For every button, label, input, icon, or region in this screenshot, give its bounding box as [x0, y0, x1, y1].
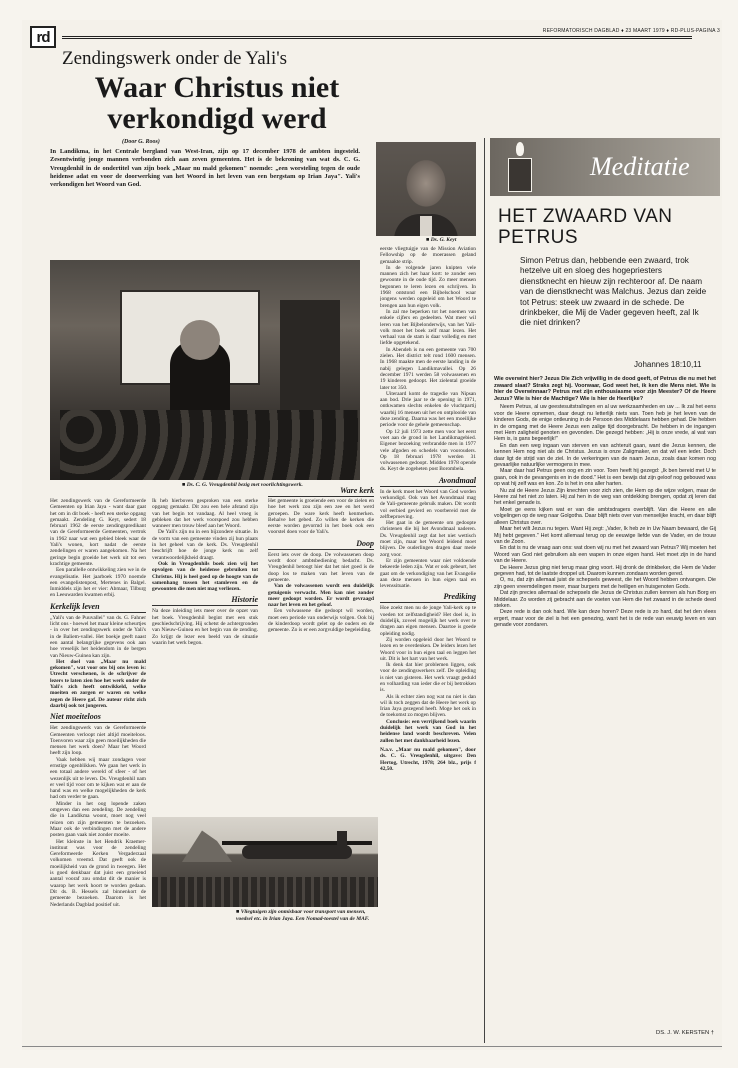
subhead-historie: Historie — [152, 595, 258, 606]
column-separator — [484, 138, 485, 1043]
col2-paragraph-10: Ik heb hierboven gesproken van een sterke opgang gemaakt. Dit zou een hele afstand zijn van het begin tot vandaag. Al heel vroeg is gebleken dat het werk voorspoed zou hebben wanneer men trouw bleef aan het Woord. — [152, 498, 258, 530]
portrait-photo — [376, 142, 476, 236]
meditatie-paragraph-9: O, nu, dat zijn allemaal juist de schepsels geweest, die het Woord hebben ontvangen. Die zijn geen vreemdelingen meer, maar burgers met de heiligen en huisgenoten Gods. — [494, 577, 716, 590]
col3-paragraph-5: Het gaat in de gemeente om gedoopte christenen die bij het Avondmaal naderen. Ds. Vreugdenhil zegt dat het niet wettisch moet zijn, maar het Woord leidend moet blijven. De ouderlingen dragen daar mede zorg voor. — [380, 520, 476, 558]
col1-paragraph-1: Het zendingswerk van de Gereformeerde Gemeenten op Irian Jaya - want daar gaat het om in dit boek - heeft een sterke opgang gemaakt. Zendeling G. Keyt, sedert 18 februari 1962 de eerste zendingspredikant van de Gereformeerde Gemeenten, vertrok in 1962 naar wat een gebied bleek waar de Yali's wonen, kort nadat de eerste zendelingen er waren aangekomen. Na het geringe begin groeide het werk uit tot een krachtige gemeente. — [50, 498, 146, 567]
scripture-quote: Simon Petrus dan, hebbende een zwaard, trok hetzelve uit en sloeg des hogepriesters dienstknecht en hieuw zijn rechteroor af. De naam van de dienstknecht was Malchus. Jezus dan zeide tot Petrus: steek uw zwaard in de schede. De drinkbeker, die Mij de Vader gegeven heeft, zal Ik die niet drinken? — [520, 256, 707, 328]
plane-photo — [152, 817, 378, 907]
col1-paragraph-4: Het doel van „Maar nu mald gekomen", wat voor ons bij ons leven is: Utrecht verschenen, is de schrijver de lezers te laten zien hoe het werk onder de Yali's zich heeft ontwikkeld, welke moeiten en zorgen er waren en welke zegen de Heere gaf. De auteur richt zich daarbij ook tot jongeren. — [50, 658, 146, 709]
headline-line-1: Waar Christus niet — [94, 71, 340, 104]
col2-paragraph-3: In zal me beperken tot het noemen van enkele cijfers en gedeelten. Wat meer wil leren van het Bijbelonderwijs, van het Yali-volk moet het boek zelf maar lezen. Het verhaal van de stam is daar volledig en met liefde opgetekend. — [380, 308, 476, 347]
article-column-2 — [268, 248, 374, 258]
col2-paragraph-8: Ook in Vreugdenhils boek zien wij het opvolgen van de heidense gebruiken tot Christus. Hij is heel goed op de hoogte van de samenhang tussen het stamleven en de gewoonten die men niet mag verliezen. — [152, 560, 258, 593]
subhead-niet-moeiteloos: Niet moeiteloos — [50, 712, 146, 723]
meditatie-author: DS. J. W. KERSTEN † — [656, 1030, 714, 1036]
logo-text: rd — [36, 28, 50, 46]
meditatie-paragraph-10: Dat zijn precies allemaal de schepsels die Jezus de Christus zullen kennen als hun Borg en Middelaar. Zo worden zij gebracht aan de voeten van Hem die het zwaard in de schede deed steken. — [494, 590, 716, 609]
col3-paragraph-6: Er zijn gemeenten waar niet voldoende bekeerde leden zijn. Wat er ook gebeurt, het gaat om de verkondiging van het Evangelie aan deze mensen in hun eigen taal en levenssituatie. — [380, 557, 476, 590]
meditatie-paragraph-3: Maar daar had Petrus geen oog en zin voor. Toen heeft hij gezegd: „Ik ben bereid met U te gaan, ook in de gevangenis en in de dood." Het is een bewijs dat zijn geloof nog gebouwd was op wat hij zelf was en kon. Zo is het in ons aller harten. — [494, 468, 716, 488]
col2-paragraph-5: Uiteraard komt de tragedie van Nipsan aan bod. Drie jaar te de opening in 1971, ontkwamen slechts enkelen de vluchtpartij waarbij 16 mensen uit het en ontplooide van deze zending. Daarna was het een moeilijke periode voor de gehele gemeenschap. — [380, 390, 476, 429]
meditatie-body — [494, 376, 716, 1026]
logo — [30, 26, 56, 48]
article-column-b — [268, 498, 374, 813]
subhead-kerkelijk-leven: Kerkelijk leven — [50, 602, 146, 613]
scripture-reference: Johannes 18:10,11 — [634, 360, 702, 369]
meditatie-paragraph-4: Nu zal de Heere Jezus Zijn knechten voor zich zien, die Hem op die wijze volgen, maar de Heere zal het niet zo laten. Hij zal hen in de weg van ontdekking brengen, opdat zij leren dat het enkel genade is. — [494, 487, 716, 507]
headline-line-2: verkondigd werd — [107, 102, 327, 135]
col1-paragraph-3: „Yali's van de Puuvallei" van ds. G. Fahner licht ons - hoewel het maar kleine scheurtjes - in over het zendingswerk onder de Yali's in de Baliem-vallei. Het boekje geeft naast een aantal belangrijke gegevens ook aan hoe vreselijk het heidendom in de bergen van Nieuw-Guinea kan zijn. — [50, 614, 146, 659]
col3-paragraph-4: In de kerk moet het Woord van God worden verkondigd. Ook van het Avondmaal mag de Yali-gemeente gebruik maken. Dit wordt vol eerbied gevierd en voorbereid met de zelfbeproeving. — [380, 488, 476, 520]
col1-paragraph-7: Minder in het oog lopende zaken omgeven dan een zendeling. De zendeling die in Landikma woont, moet nog veel reizen om zijn gemeenten te bezoeken. Maar ook de verbindingen met de andere posten gaan vaak niet zonder moeite. — [50, 800, 146, 839]
meditatie-paragraph-7: En dat is nu de vraag aan ons: wat doen wij nu met het zwaard van Petrus? Wij moeten het Woord van God niet gebruiken als een wapen in onze eigen hand. Het moet zijn in de hand van de Heere. — [494, 545, 716, 565]
subhead-prediking: Prediking — [380, 592, 476, 603]
headline — [52, 72, 382, 134]
col2-paragraph-11: De Yali's zijn nu in een bijzondere situatie. In de vorm van een gemeente vinden zij hun plaats in het geheel van de kerk. Ds. Vreugdenhil beschrijft hoe de jonge kerk nu zelf verantwoordelijkheid draagt. — [152, 529, 258, 561]
group-photo-caption: ■ Ds. C. G. Vreugdenhil bezig met voorlichtingswerk. — [182, 482, 303, 488]
col2-paragraph-6: Op 12 juli 1973 zette men voor het eerst voet aan de grond in het Landikmagebied. Eigener bezoeking verbrandde men in 1977 vele afgoden en schedels van voorouders. Op 18 februari 1978 werden 31 volwassenen gedoopt. Midden 1978 opende ds. Keyt de zogeheten post Borombela. — [380, 428, 476, 473]
col1-paragraph-6: Vaak hebben wij maar zondagen voor ernstige ogenblikken. We gaan het werk in een totaal andere wereld of sfeer - of het wezenlijk uit te leven. Ds. Vreugdenhil nam er veel tijd voor om te kijken wat er aan de hand was en welke mogelijkheden de kerk had om verder te gaan. — [50, 756, 146, 801]
article-column-a — [152, 498, 258, 813]
col3-paragraph-1: Eerst iets over de doop. De volwassenen doop wordt door ambtsbediening bedacht. Ds. Vreugdenhil betoogt hier dat het niet goed is de doop los te maken van het leven van de gemeente. — [268, 551, 374, 583]
subhead-doop: Doop — [268, 539, 374, 550]
meditatie-paragraph-6: Maar het wilt Jezus nu tegen. Want Hij zegt: „Vader, Ik heb ze in Uw Naam bewaard, die Gij Mij hebt gegeven." Het komt allemaal terug op de eeuwige liefde van de Vader, en de trouw van de Zoon. — [494, 526, 716, 545]
col3-paragraph-7: Hoe zoekt men nu de jonge Yali-kerk op te voeden tot zelfstandigheid? Het doel is, in duidelijk, zoveel mogelijk het werk over te dragen aan eigen mensen. Daartoe is goede opleiding nodig. — [380, 605, 476, 637]
subhead-ware-kerk: Ware kerk — [268, 486, 374, 497]
kicker: Zendingswerk onder de Yali's — [62, 48, 288, 69]
meditatie-heading: HET ZWAARD VAN PETRUS — [498, 206, 673, 248]
portrait-caption-text: Ds. G. Keyt — [430, 237, 457, 243]
group-photo — [50, 260, 360, 480]
col3-paragraph-11: Conclusie: een verrijkend boek waarin duidelijk het werk van God in het heidense land wordt beschreven. Velen zullen het met dankbaarheid lezen. — [380, 718, 476, 744]
col1-paragraph-2: Een parallelle ontwikkeling zien we in de evangelisatie. Het jaarboek 1970 noemde een evangelistenpost, Mertenes in Balgel. Inmiddels zijn het er vier: Abmaar, Tilburg en Leeuwarden kwamen erbij. — [50, 567, 146, 599]
col3-paragraph-8: Zij worden opgeleid door het Woord te lezen en te overdenken. De leiders lezen het Woord voor in hun eigen taal en leggen het uit. Dit is het hart van het werk. — [380, 636, 476, 662]
candle-icon — [500, 142, 540, 192]
meditatie-paragraph-8: De Heere Jezus ging niet terug maar ging voort. Hij dronk de drinkbeker, die Hem de Vader gegeven had, tot de laatste droppel uit. Daarom kunnen zondaars worden gered. — [494, 564, 716, 577]
meditatie-paragraph-5: Moet ge eens kijken wat er van die ambtsdragers overblijft. Van die Heere en alle volgelingen op de weg naar Golgotha. Daar blijft niets over van menselijke kracht, en daar blijft alleen Christus over. — [494, 506, 716, 526]
col2-paragraph-9: Na deze inleiding iets meer over de opzet van het boek. Vreugdenhil begint met een stuk geschiedschrijving. Hij schetst de achtergronden van Nieuw-Guinea en het begin van de zending. Zo krijgt de lezer een beeld van de situatie waarin het werk begon. — [152, 608, 258, 646]
col2-paragraph-7: Het gemeente is groeiende een voor de zielen en hoe het werk zou zijn een zee en het werd geroepen. De ware kerk heeft kenmerken. Behalve het gebed. Zo willen de kerken die eerste worden gevormd in het boek ook een voorstel doen voor de Yali's. — [268, 498, 374, 536]
col2-paragraph-4: In Abendeh is nu een gemeente van 700 zielen. Het district telt rond 1600 mensen. In 1968 maakte men de eerste landing in de nabij gelegen Landikmavallei. Op 26 december 1971 werden 58 volwassenen en 19 kinderen gedoopt. Het zielental groeide later tot 350. — [380, 346, 476, 391]
col3-paragraph-9: Ik denk dat hier problemen liggen, ook voor de zendingswerkers zelf. De opleiding is niet van gisteren. Het werk vraagt geduld en volharding van ieder die er bij betrokken is. — [380, 662, 476, 694]
meditatie-paragraph-2: En dan een weg ingaan van sterven en van achteruit gaan, want die Jezus kennen, die kennen Hem nog niet als de Christus. Jezus is onze Zaligmaker, en dat wil een ieder. Doch daar ligt de strijd van de ziel. In de verkeringen van de naam Jezus, zoals daar komen nog gevaarlijke natuurlijke vermogens in mee. — [494, 442, 716, 469]
col3-paragraph-2: Van de volwassenen wordt een duidelijk getuigenis verwacht. Men kan niet zonder meer gedoopt worden. Er wordt gevraagd naar het leven en het geloof. — [268, 583, 374, 609]
meditatie-paragraph-1: Neem Petrus, al uw geestesuitstralingen en al uw werkzaamheden en uw ... Ik zal het eens voor de Heere opnemen, daar deugt nu letterlijk niets van. Toen heb je het leven van de kinderen Gods, de enige ontleuning in de Persoon des Middelaars hebben gehad. Die hebben in de omgang met de Heere Jezus een zalige tijd doorgebracht. De hebben in de ingangen met Hem zaligheid genoten en gevonden. Die gezegd hebben: „Hij is onze vrede, al wat van Hem is, is gans begeerlijk!" — [494, 404, 716, 443]
meditatie-paragraph-11: Deze rede is dan ook hard. Wie kan deze horen? Deze rede is zo hard, dat het den vlees ergert, maar voor de ziel is het een genezing, want het is de rede van eeuwig leven en van genade voor zondaren. — [494, 609, 716, 629]
book-reference: N.a.v. „Maar nu mald gekomen", door ds. C. G. Vreugdenhil, uitgave: Den Hertog, Utrecht, 1978; 264 blz., prijs f 42,50. — [380, 746, 476, 772]
lead-paragraph: In Landikma, in het Centrale bergland van West-Iran, zijn op 17 december 1978 de ambten ingesteld. Zesentwintig jonge mannen verbonden zich aan zeven gemeenten. Het is de bekroning van wat ds. C. G. Vreugdenhil in de ondertitel van zijn boek „Maar nu mald gekomen" noemde: „een worsteling tegen de oude heidense adat en voor de doorwerking van het Woord in het leven van een bergstam op Irian Jaya". Yali's verkondigen het Woord van God. — [50, 148, 360, 189]
plane-photo-caption: ■ Vliegtuigen zijn onmisbaar voor transport van mensen, voedsel etc. in Irian Jaya. Een Nomad-toestel van de MAF. — [236, 909, 370, 922]
subhead-avondmaal: Avondmaal — [380, 476, 476, 487]
col1-paragraph-8: Het kleinste in het Hendrik Kraemer-instituut was voor de zendeling Gereformeerde Kerken Vergaderzaal volkomen vreemd. Dat geeft ook de moeilijkheid van de grond in tweegen. Het is goed denkbaar dat juist een groeiend aantal vooraf zou omdat dit de manier is waarop het werk hoort te worden gedaan. Dit ds. B. Hessels zal binnenkort de gemeente bezoeken. Daarom is het Nederlands Dagblad positief uit. — [50, 838, 146, 908]
col1-paragraph-5: Het zendingswerk van de Gereformeerde Gemeenten verloopt niet altijd moeiteloos. Toenvoren waar zijn geen moeilijkheden die mensen het werk doen? Maar het Woord heeft zijn loop. — [50, 725, 146, 757]
header-rule — [62, 36, 692, 39]
col3-paragraph-10: Als ik echter zien nog wat nu niet is dan wil ik toch zeggen dat de Heere het werk op Irian Jaya gezegend heeft. Moge het ook in de toekomst zo mogen blijven. — [380, 693, 476, 719]
article-column-1 — [50, 498, 146, 1043]
byline: (Door G. Roos) — [122, 139, 160, 145]
masthead: REFORMATORISCH DAGBLAD ♦ 23 MAART 1979 ♦ RD-PLUS-PAGINA 3 — [540, 28, 720, 34]
article-column-3 — [380, 246, 476, 1043]
col2-paragraph-2: In de volgende jaren knipten vele mannen zich het haar kort: te zonder een gewoonte in de oude tijd. Zo meer mensen begonnen te leren lezen en schrijven. In 1968 ontstond een Bijbelschool waar jongens werden opgeleid om het Woord te brengen aan hun eigen volk. — [380, 264, 476, 309]
group-photo-caption-text: Ds. C. G. Vreugdenhil bezig met voorlichtingswerk. — [186, 482, 303, 488]
plane-photo-caption-text: Vliegtuigen zijn onmisbaar voor transport van mensen, voedsel etc. in Irian Jaya. Een Nomad-toestel van de MAF. — [236, 909, 370, 922]
col2-paragraph-1: eerste vliegtuigje van de Mission Aviation Fellowship op de moerassen geland gemaakte strip. — [380, 246, 476, 265]
meditatie-intro: Wie overwint hier? Jezus Die Zich vrijwillig in de dood geeft, of Petrus die nu met het zwaard slaat? Straks zegt hij. Voorwaar, God weet het, ik ken die Mens niet. Wie is hier de Overwinnaar? Petrus met zijn enthousiasme voor zijn Meester? Of de Heere Jezus? Wie is hier de Machtige? Wie is hier de Heerlijke? — [494, 376, 716, 402]
meditatie-title: Meditatie — [590, 152, 690, 181]
newspaper-page — [22, 20, 722, 1050]
col3-paragraph-3: Een volwassene die gedoopt wil worden, moet een periode van onderwijs volgen. Ook bij de kinderdoop wordt gelet op de ouders en de gemeente. Zo is er een zorgvuldige begeleiding. — [268, 608, 374, 634]
portrait-caption: ■ Ds. G. Keyt — [426, 237, 457, 243]
meditatie-banner — [490, 138, 720, 196]
bottom-rule — [22, 1046, 722, 1047]
